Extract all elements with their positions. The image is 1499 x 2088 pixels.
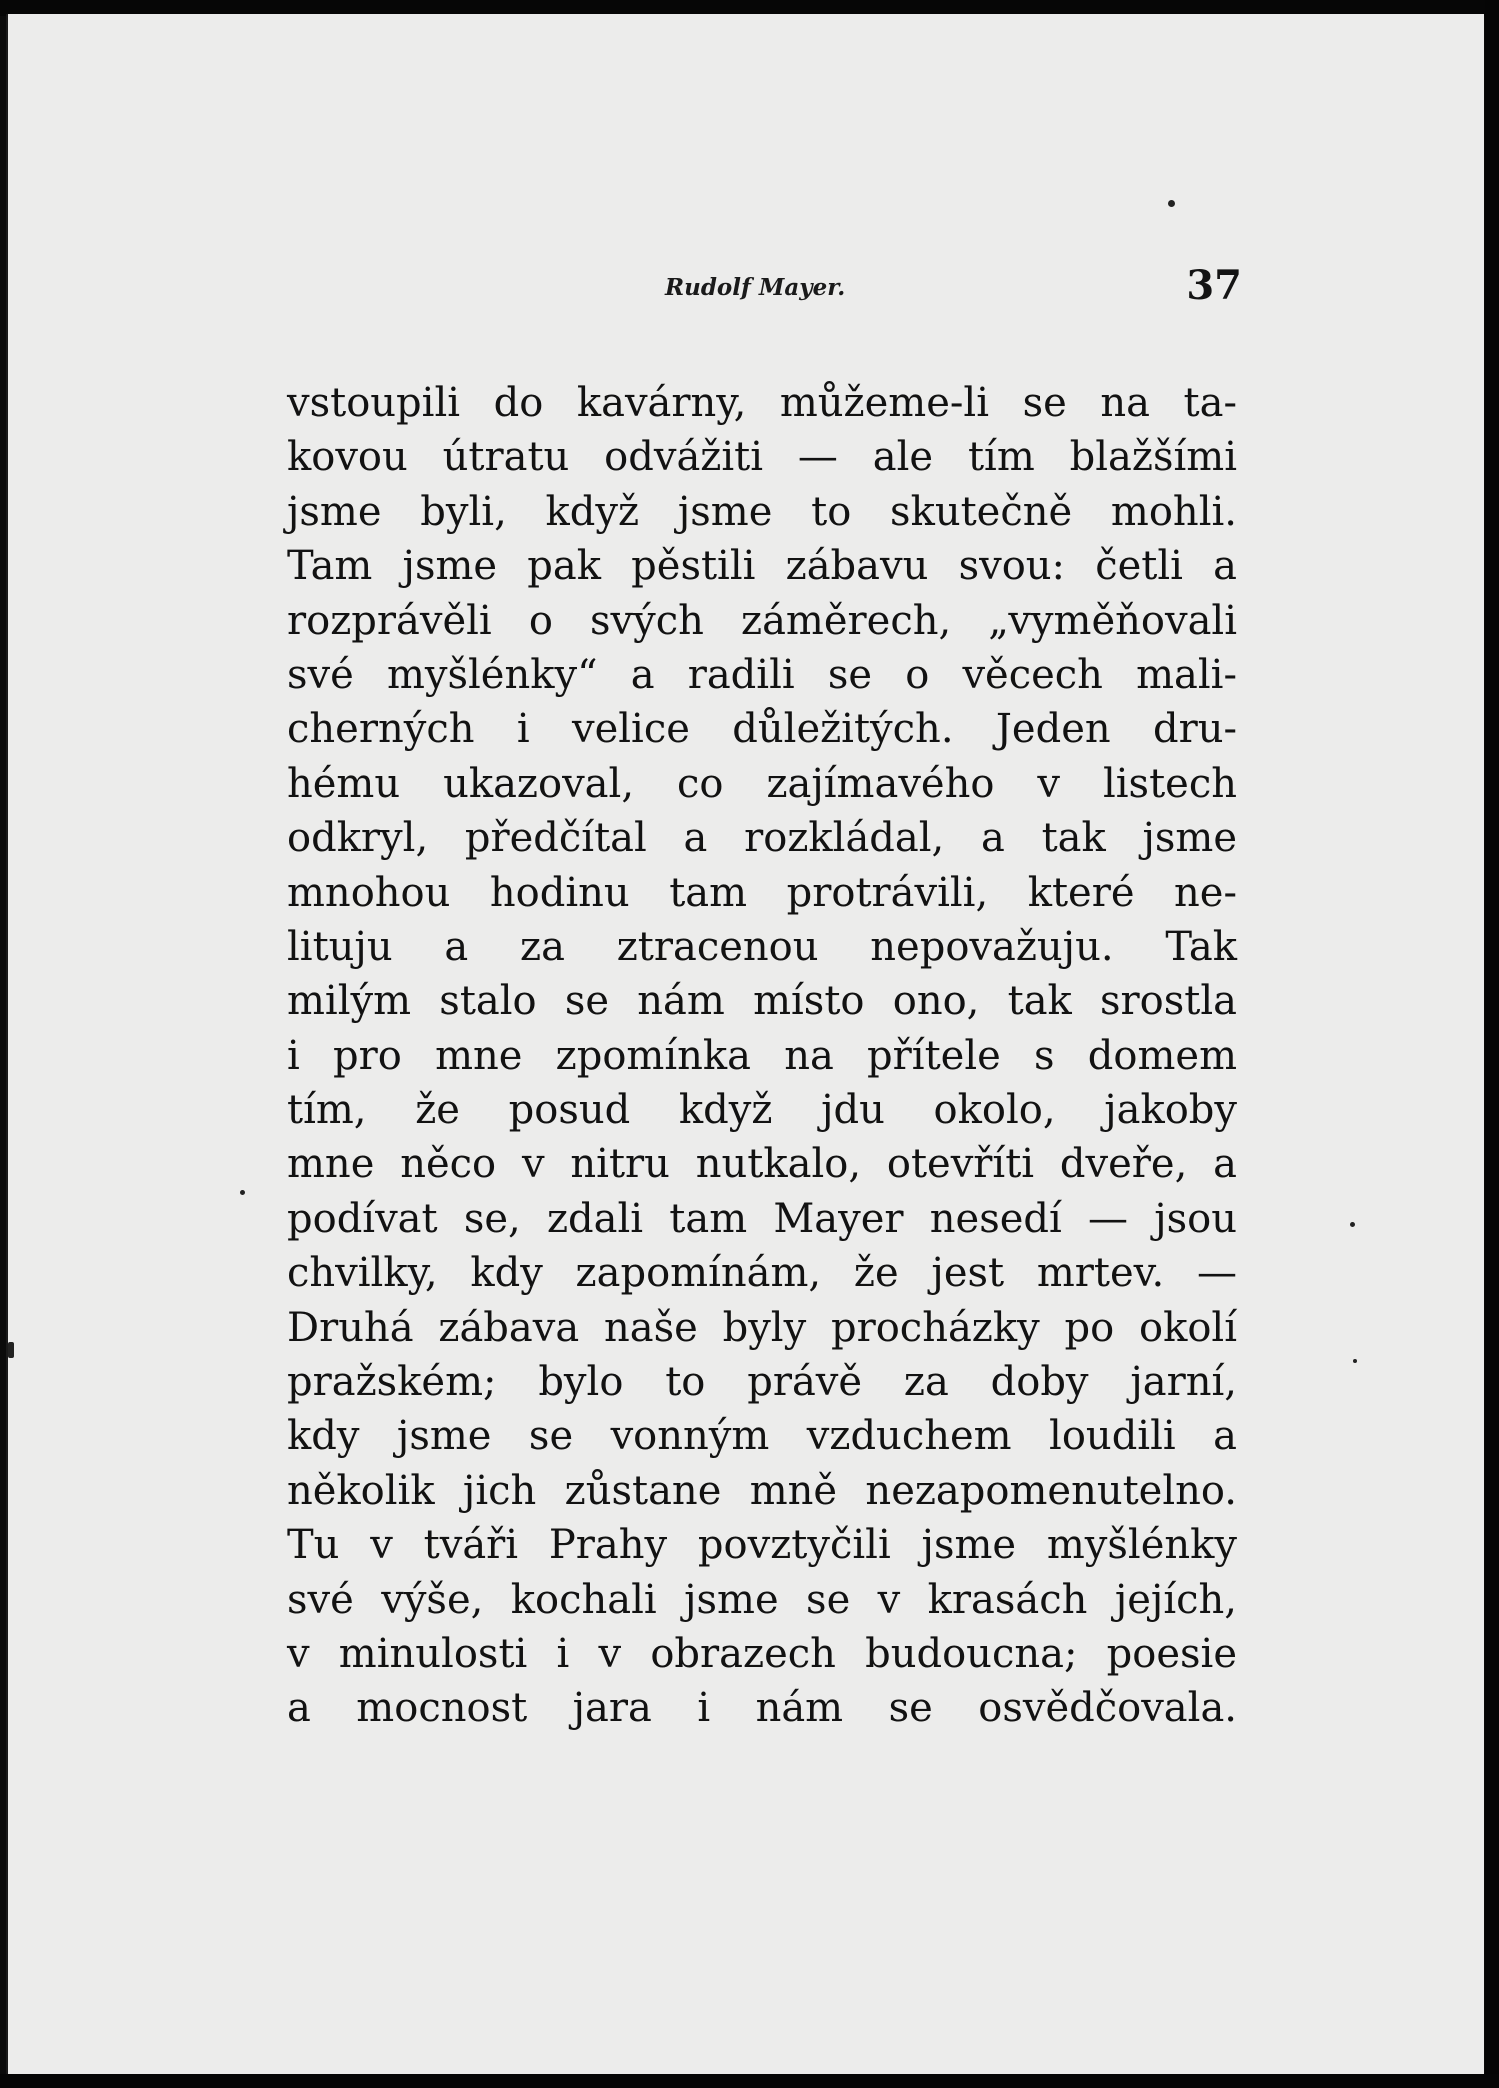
ink-speck (1353, 1359, 1357, 1363)
text-line: chvilky, kdy zapomínám, že jest mrtev. — (287, 1250, 1237, 1297)
text-line: v minulosti i v obrazech budoucna; poesie (287, 1630, 1237, 1677)
text-line: vstoupili do kavárny, můžeme-li se na ta- (287, 380, 1237, 426)
text-line: hému ukazoval, co zajímavého v listech (287, 760, 1237, 807)
text-line: několik jich zůstane mně nezapomenutelno. (287, 1467, 1237, 1514)
text-line: odkryl, předčítal a rozkládal, a tak jsme (287, 815, 1237, 862)
text-line: i pro mne zpomínka na přítele s domem (287, 1032, 1237, 1079)
scan-right-edge (1485, 0, 1499, 2088)
text-line: rozprávěli o svých záměrech, „vyměňovali (287, 597, 1237, 644)
text-line: pražském; bylo to právě za doby jarní, (287, 1359, 1237, 1406)
body-text (287, 376, 1237, 1736)
text-line: kdy jsme se vonným vzduchem loudili a (287, 1413, 1237, 1460)
text-line: lituju a za ztracenou nepovažuju. Tak (287, 923, 1237, 970)
text-line: jsme byli, když jsme to skutečně mohli. (287, 488, 1237, 535)
text-line: mnohou hodinu tam protrávili, které ne- (287, 869, 1237, 916)
text-line: Druhá zábava naše byly procházky po okolí (287, 1304, 1237, 1351)
text-line: milým stalo se nám místo ono, tak srostla (287, 978, 1237, 1025)
text-line: Tu v tváři Prahy povztyčili jsme myšlénky (287, 1522, 1237, 1569)
text-line: podívat se, zdali tam Mayer nesedí — jsou (287, 1195, 1237, 1242)
page-number: 37 (1186, 262, 1242, 309)
ink-speck (1350, 1222, 1355, 1227)
ink-speck (8, 1342, 14, 1358)
text-line: své myšlénky“ a radili se o věcech mali- (287, 651, 1237, 698)
running-head: Rudolf Mayer. (665, 274, 846, 301)
text-line: cherných i velice důležitých. Jeden dru- (287, 706, 1237, 753)
text-line: Tam jsme pak pěstili zábavu svou: četli a (287, 543, 1237, 590)
text-line: mne něco v nitru nutkalo, otevříti dveře, a (287, 1141, 1237, 1188)
scan-bottom-edge (0, 2074, 1499, 2088)
text-line: a mocnost jara i nám se osvědčovala. (287, 1685, 1237, 1732)
page-header (280, 262, 1242, 322)
text-line: své výše, kochali jsme se v krasách jejích, (287, 1576, 1237, 1623)
text-line: kovou útratu odvážiti — ale tím blažšími (287, 434, 1237, 481)
text-line: tím, že posud když jdu okolo, jakoby (287, 1087, 1237, 1134)
ink-speck (240, 1190, 245, 1195)
ink-speck (1168, 200, 1175, 207)
